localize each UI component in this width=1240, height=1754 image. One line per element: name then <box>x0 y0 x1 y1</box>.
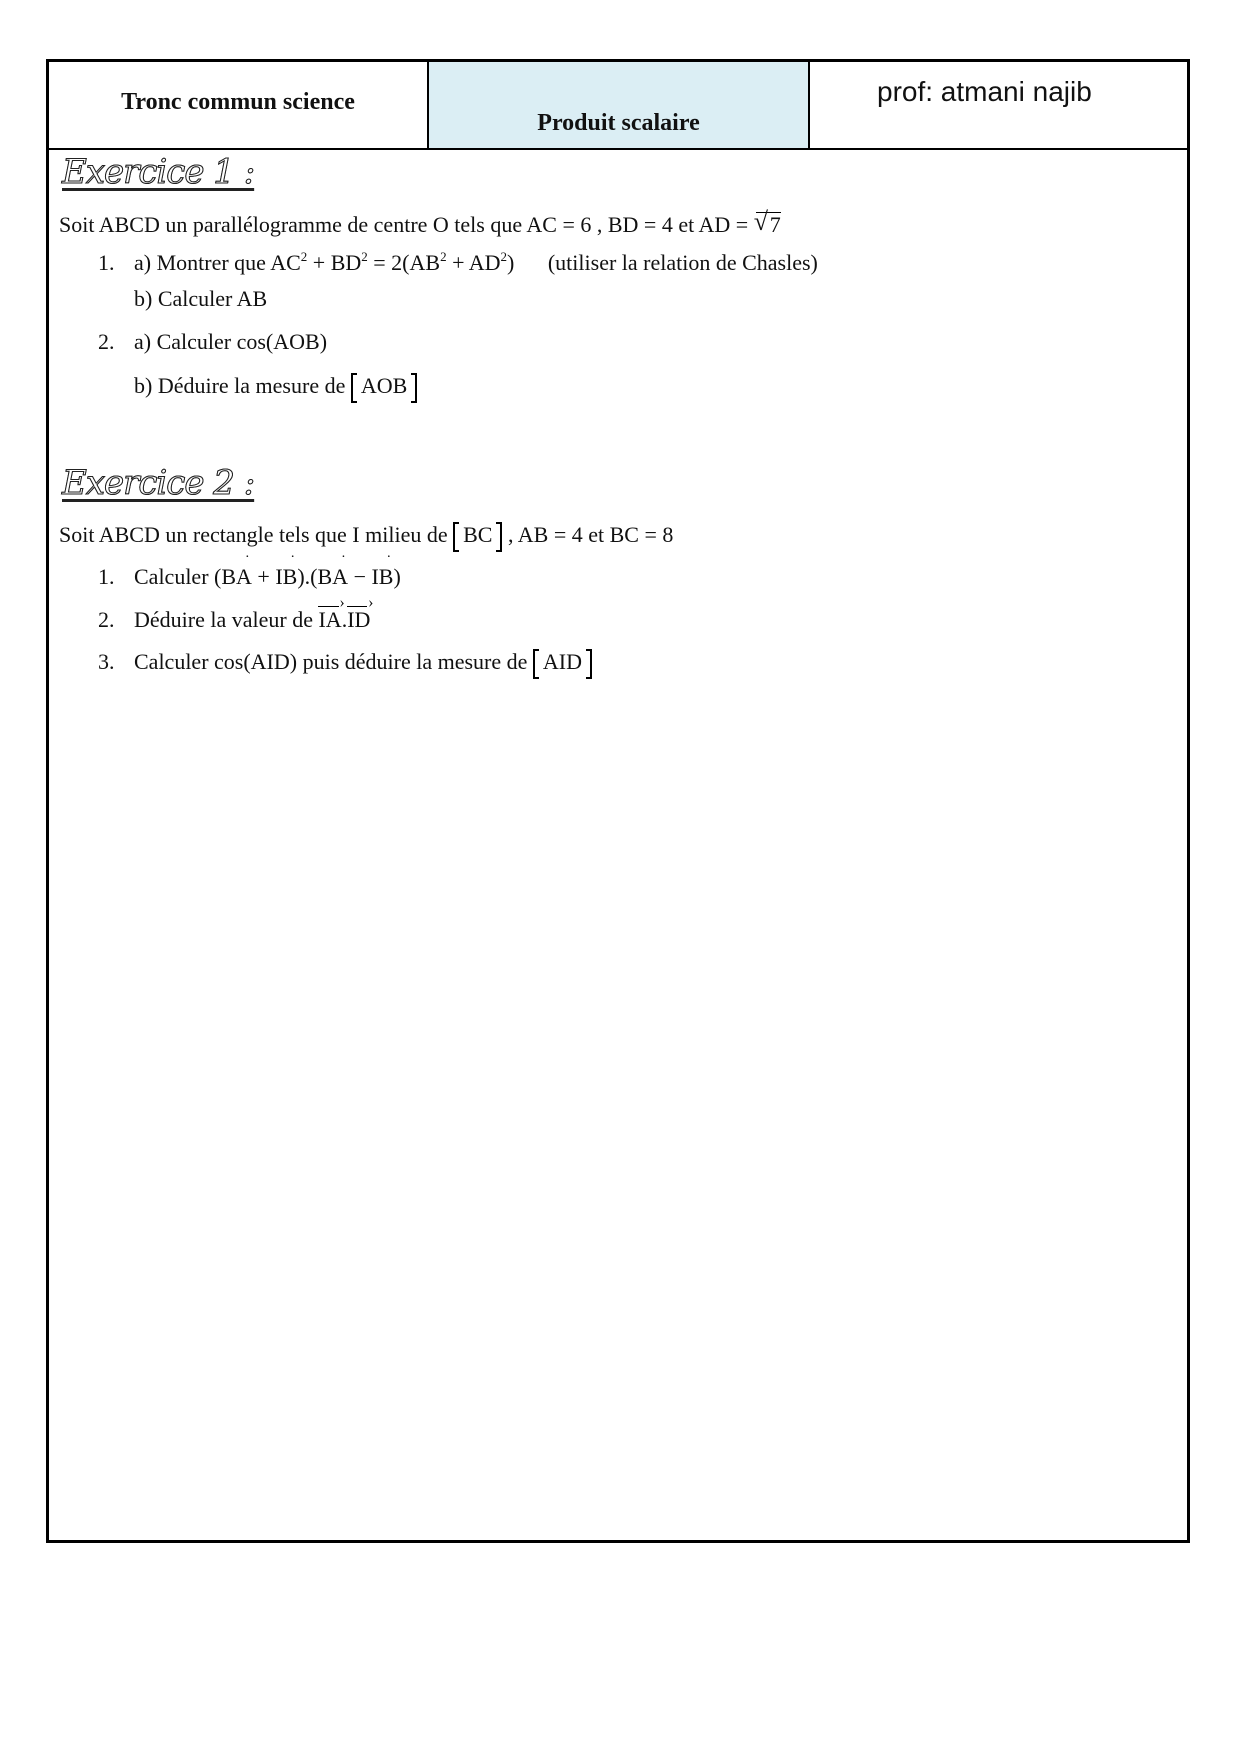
exercise1-title: Exercice 1 : <box>62 152 255 192</box>
exercise1-intro <box>59 212 781 236</box>
q2-text: Déduire la valeur de <box>134 607 319 632</box>
segment-bc: BC <box>453 522 502 552</box>
header-teacher-cell <box>810 62 1187 148</box>
q3-text: Calculer cos(AID) puis déduire la mesure de <box>134 649 533 675</box>
angle-aid: AID <box>533 649 592 679</box>
exponent: 2 <box>440 249 447 264</box>
exercise2-intro <box>59 522 673 552</box>
vector-ba: ˙ BA <box>318 566 349 588</box>
exercise2-question2 <box>98 607 370 631</box>
question-number: 1. <box>98 250 115 275</box>
q1-text: ) <box>393 564 401 589</box>
exercise2-intro-text: Soit ABCD un rectangle tels que I milieu de <box>59 522 454 548</box>
teacher-name: prof: atmani najib <box>877 76 1092 107</box>
q1-text: Calculer ( <box>134 564 222 589</box>
q1a-hint: (utiliser la relation de Chasles) <box>547 250 818 275</box>
vector-ia: IA › <box>318 607 341 631</box>
exercise2-question3 <box>98 649 592 679</box>
q1a-text: a) Montrer que AC <box>134 250 301 275</box>
vector-id: ID › <box>347 607 370 631</box>
exercise1-question1b: b) Calculer AB <box>134 286 268 311</box>
sqrt-seven: √ 7 <box>756 212 781 236</box>
exercise1-question2a <box>98 331 327 353</box>
angle-aob: AOB <box>351 373 417 403</box>
worksheet-title: Produit scalaire <box>537 110 700 136</box>
exercise1-question2b <box>134 373 417 403</box>
exercise2-intro-text: , AB = 4 et BC = 8 <box>502 522 674 548</box>
worksheet-frame <box>46 59 1190 1543</box>
q1-text: ).( <box>297 564 318 589</box>
exponent: 2 <box>361 249 368 264</box>
vector-ib: ˙ IB <box>275 566 297 588</box>
q1a-text: + BD <box>307 250 362 275</box>
course-name: Tronc commun science <box>121 89 355 115</box>
exercise1-question1a <box>98 249 818 275</box>
header-title-cell <box>429 62 810 148</box>
dot-product-sign: . <box>341 607 348 632</box>
question-number: 2. <box>98 607 115 632</box>
exercise2-question1 <box>98 566 401 588</box>
q1a-text: = 2(AB <box>367 250 441 275</box>
q1-text: − <box>348 564 372 589</box>
question-number: 3. <box>98 649 115 675</box>
q1-text: + <box>251 564 276 589</box>
exponent: 2 <box>300 249 308 264</box>
exercise2-title: Exercice 2 : <box>62 463 255 503</box>
q2a-text: a) Calculer cos(AOB) <box>134 329 328 354</box>
q1a-text: + AD <box>446 250 501 275</box>
vector-ba: ˙ BA <box>221 566 252 588</box>
header-course-cell <box>49 62 429 148</box>
question-number: 1. <box>98 564 115 589</box>
exponent: 2 <box>500 249 508 264</box>
q2b-text: b) Déduire la mesure de <box>134 373 351 399</box>
question-number: 2. <box>98 329 115 354</box>
vector-ib: ˙ IB <box>371 566 393 588</box>
q1a-text: ) <box>507 250 515 275</box>
exercise1-intro-text: Soit ABCD un parallélogramme de centre O tels que AC = 6 , BD = 4 et AD = <box>59 212 754 237</box>
header-table <box>49 62 1187 150</box>
